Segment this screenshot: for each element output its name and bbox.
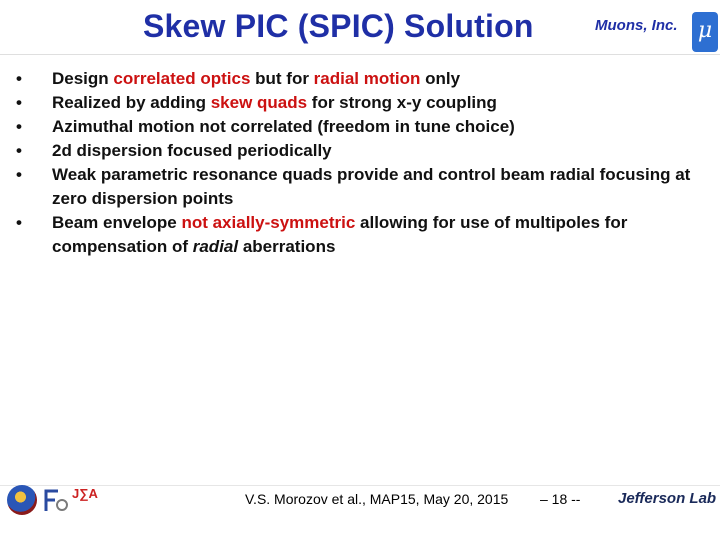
bullet-text: allowing for use of multipoles for compensation of — [52, 213, 628, 256]
brand-name: Muons, Inc. — [595, 17, 678, 34]
bullet-text: aberrations — [238, 237, 336, 256]
title-divider — [0, 54, 720, 55]
bullet-text: Weak parametric resonance quads provide and control beam radial focusing at zero dispersion points — [52, 165, 691, 208]
bullet-marker: • — [16, 93, 22, 112]
bullet-text: 2d dispersion focused periodically — [52, 141, 332, 160]
bullet-list — [16, 67, 706, 259]
emblem-icon — [7, 485, 37, 515]
mu-symbol-icon: μ — [692, 12, 718, 52]
bullet-text: Azimuthal motion not correlated (freedom in tune choice) — [52, 117, 515, 136]
bullet-marker: • — [16, 213, 22, 232]
bullet-item — [16, 115, 706, 139]
highlighted-text: not axially-symmetric — [181, 213, 356, 232]
jefferson-lab-logo-text: Jefferson Lab — [618, 490, 717, 507]
highlighted-text: correlated optics — [113, 69, 251, 88]
bullet-text: only — [420, 69, 461, 88]
highlighted-text: skew quads — [210, 93, 308, 112]
bullet-item — [16, 163, 706, 211]
highlighted-text: radial motion — [313, 69, 421, 88]
fsa-logo-icon — [42, 485, 70, 515]
bullet-text: Beam envelope — [52, 213, 182, 232]
bullet-text: for strong x-y coupling — [307, 93, 497, 112]
slide-title: Skew PIC (SPIC) Solution — [143, 8, 534, 44]
bullet-text: Design — [52, 69, 114, 88]
italic-text: radial — [192, 237, 239, 256]
bullet-marker: • — [16, 165, 22, 184]
footer-citation: V.S. Morozov et al., MAP15, May 20, 2015 — [245, 491, 509, 507]
bullet-marker: • — [16, 141, 22, 160]
bullet-item — [16, 67, 706, 91]
bullet-text: but for — [250, 69, 314, 88]
bullet-item — [16, 91, 706, 115]
bullet-text: Realized by adding — [52, 93, 211, 112]
page-number: – 18 -- — [540, 491, 581, 507]
left-logo-text: J∑A — [72, 486, 98, 501]
bullet-marker: • — [16, 69, 22, 88]
bullet-marker: • — [16, 117, 22, 136]
bullet-item — [16, 211, 706, 259]
bullet-item — [16, 139, 706, 163]
